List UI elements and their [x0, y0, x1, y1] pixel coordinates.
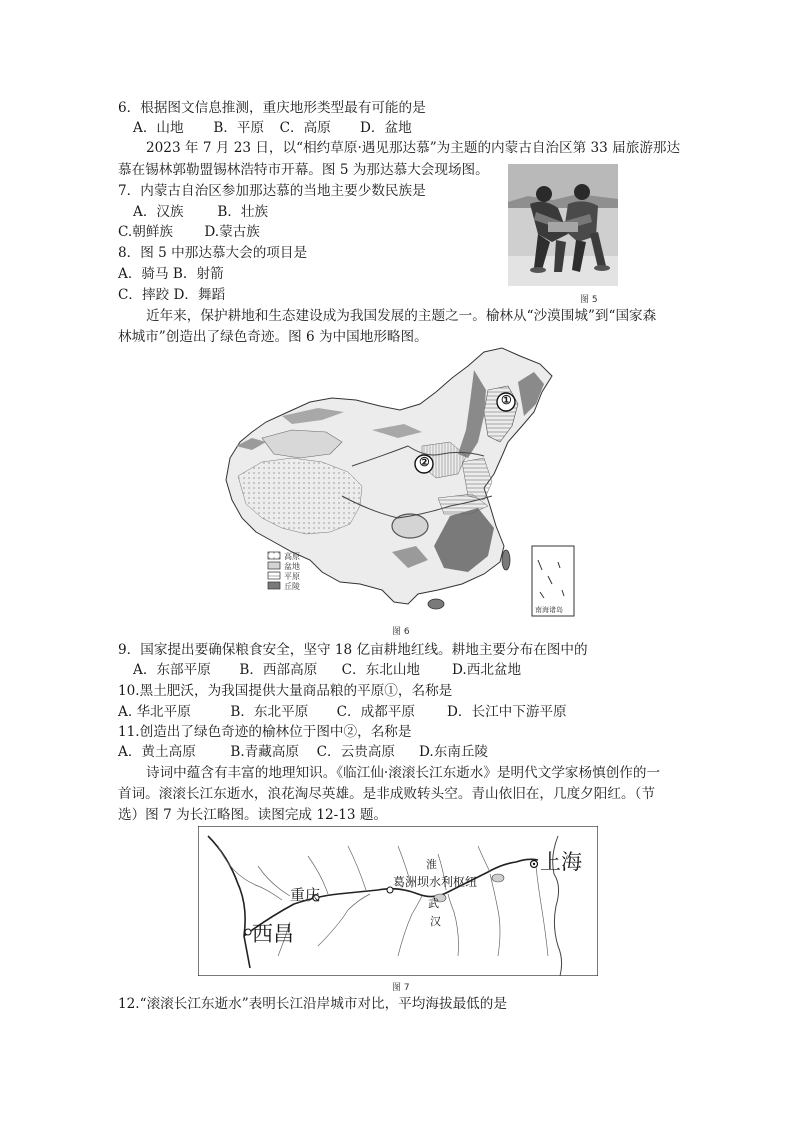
q10-option-b: B．东北平原 [230, 704, 309, 720]
q7-option-a: A．汉族 [133, 204, 184, 220]
q6-stem: 6．根据图文信息推测，重庆地形类型最有可能的是 [118, 100, 426, 116]
legend-swatch-plain [268, 572, 280, 579]
q7-options-row1 [133, 202, 268, 222]
shanghai-label: 上海 [540, 850, 582, 874]
legend-label-plateau: 高原 [284, 552, 300, 561]
q9-option-d: D.西北盆地 [451, 662, 522, 678]
legend-swatch-basin [268, 562, 280, 569]
q7-option-d: D.蒙古族 [204, 224, 260, 240]
q9-stem: 9．国家提出要确保粮食安全，坚守 18 亿亩耕地红线。耕地主要分布在图中的 [118, 642, 588, 658]
taiwan-island [502, 550, 510, 570]
hainan-island [428, 599, 444, 609]
chongqing-label: 重庆 [290, 886, 321, 904]
wu-label: 武 [428, 897, 439, 910]
legend-swatch-hills [268, 582, 280, 589]
q6-option-b: B．平原 [213, 120, 265, 136]
q7-option-b: B．壮族 [217, 204, 269, 220]
q7-options-row2 [118, 222, 260, 242]
legend-label-hills: 丘陵 [284, 582, 300, 591]
xichang-dot [245, 929, 251, 935]
q9-options [133, 660, 521, 680]
poem-intro-line2: 首词。滚滚长江东逝水，浪花淘尽英雄。是非成败转头空。青山依旧在，几度夕阳红。（节 [118, 786, 655, 802]
q10-option-c: C．成都平原 [336, 704, 416, 720]
china-terrain-map [222, 346, 582, 618]
q11-option-a: A．黄土高原 [118, 744, 196, 760]
q11-option-b: B.青藏高原 [230, 744, 300, 760]
fig7-caption: 图 7 [392, 983, 410, 993]
legend-swatch-plateau [268, 552, 280, 559]
q9-option-b: B．西部高原 [239, 662, 318, 678]
huai-label: 淮 [426, 858, 437, 871]
legend-label-basin: 盆地 [284, 562, 300, 571]
marker-2-label: ② [419, 455, 430, 469]
q10-option-d: D．长江中下游平原 [446, 704, 567, 720]
q6-options [133, 118, 412, 138]
poyang-lake [492, 874, 504, 882]
poem-intro-line3: 选）图 7 为长江略图。读图完成 12-13 题。 [118, 807, 388, 823]
q6-option-d: D．盆地 [359, 120, 412, 136]
q11-option-c: C．云贵高原 [316, 744, 396, 760]
q8-options-row1: A．骑马 B．射箭 [118, 266, 224, 282]
han-label: 汉 [430, 915, 441, 928]
q6-option-c: C．高原 [279, 120, 331, 136]
fig6-caption: 图 6 [392, 627, 410, 637]
q8-stem: 8．图 5 中那达慕大会的项目是 [118, 245, 308, 261]
naadam-intro-line1: 2023 年 7 月 23 日，以“相约草原·遇见那达慕”为主题的内蒙古自治区第 33 届旅游那达 [146, 140, 681, 156]
legend-label-plain: 平原 [284, 572, 300, 581]
q11-options [118, 742, 488, 762]
q10-stem: 10.黑土肥沃，为我国提供大量商品粮的平原①，名称是 [118, 683, 453, 699]
q9-option-c: C．东北山地 [341, 662, 421, 678]
naadam-intro-line2: 慕在锡林郭勒盟锡林浩特市开幕。图 5 为那达慕大会现场图。 [118, 162, 489, 178]
q11-stem: 11.创造出了绿色奇迹的榆林位于图中②，名称是 [118, 724, 412, 740]
q8-options-row2: C．摔跤 D．舞蹈 [118, 287, 226, 303]
q6-option-a: A．山地 [133, 120, 184, 136]
q10-options [118, 702, 567, 722]
wrestling-photo [508, 164, 618, 286]
poem-intro-line1: 诗词中蕴含有丰富的地理知识。《临江仙·滚滚长江东逝水》是明代文学家杨慎创作的一 [146, 765, 661, 781]
yangtze-river-map [198, 826, 598, 976]
q9-option-a: A．东部平原 [133, 662, 211, 678]
gezhouba-label: 葛洲坝水利枢纽 [393, 875, 478, 889]
q12-stem: 12.“滚滚长江东逝水”表明长江沿岸城市对比，平均海拔最低的是 [118, 996, 507, 1012]
yulin-intro-line1: 近年来，保护耕地和生态建设成为我国发展的主题之一。榆林从“沙漠围城”到“国家森 [146, 308, 657, 324]
inset-label: 南海诸岛 [535, 606, 563, 614]
xichang-label: 西昌 [252, 922, 294, 946]
fig5-caption: 图 5 [580, 295, 598, 305]
q7-stem: 7．内蒙古自治区参加那达慕的当地主要少数民族是 [118, 183, 426, 199]
q10-option-a: A. 华北平原 [118, 704, 191, 720]
yulin-intro-line2: 林城市”创造出了绿色奇迹。图 6 为中国地形略图。 [118, 329, 428, 345]
shanghai-dot-center [533, 863, 535, 865]
marker-1-label: ① [501, 393, 512, 407]
q7-option-c: C.朝鲜族 [118, 224, 174, 240]
q11-option-d: D.东南丘陵 [418, 744, 489, 760]
